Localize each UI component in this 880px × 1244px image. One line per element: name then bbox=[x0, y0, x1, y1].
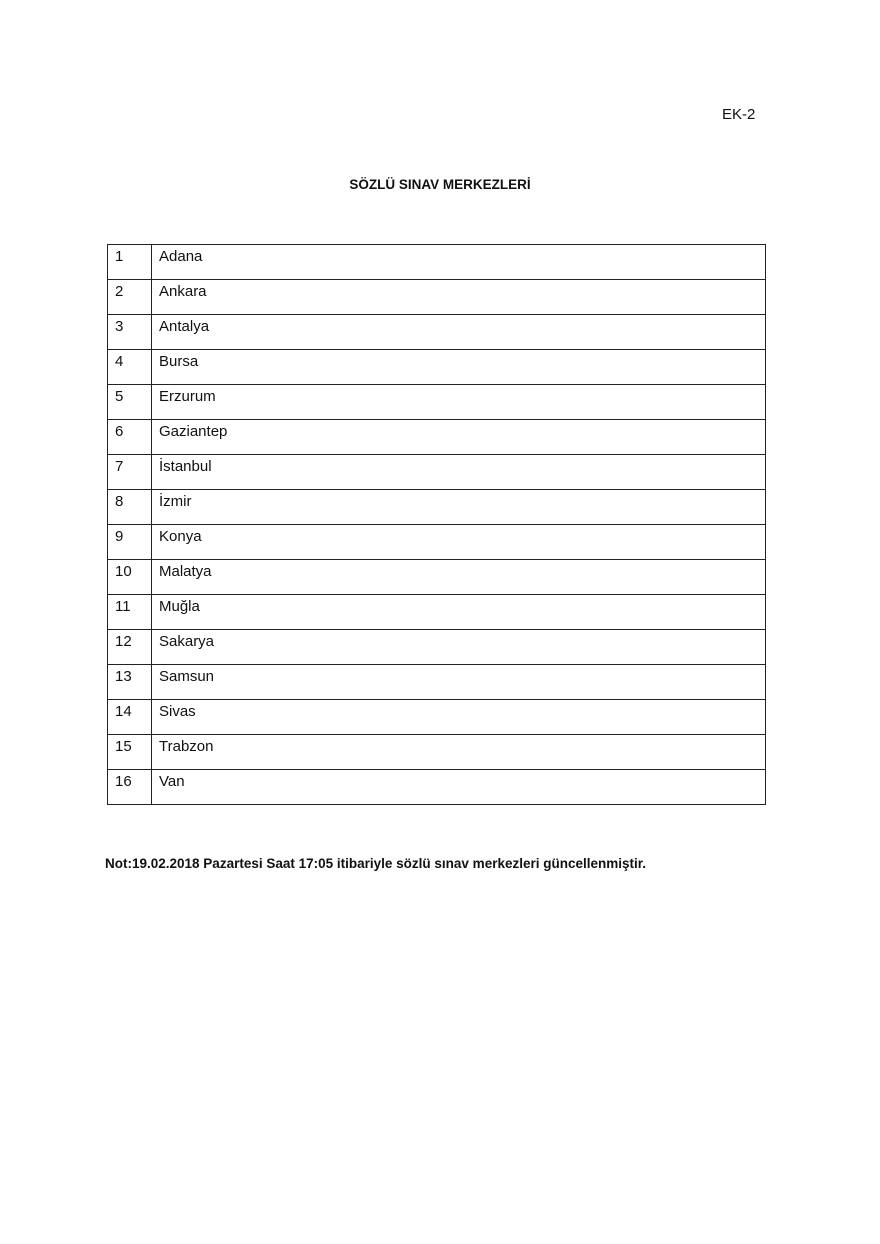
city-name-cell: Samsun bbox=[152, 665, 766, 700]
row-number-cell: 4 bbox=[108, 350, 152, 385]
table-row bbox=[108, 630, 766, 665]
city-name-cell: Sivas bbox=[152, 700, 766, 735]
row-number-cell: 13 bbox=[108, 665, 152, 700]
row-number-cell: 3 bbox=[108, 315, 152, 350]
city-name-cell: Adana bbox=[152, 245, 766, 280]
table-row bbox=[108, 560, 766, 595]
document-title: SÖZLÜ SINAV MERKEZLERİ bbox=[349, 177, 531, 192]
row-number-cell: 7 bbox=[108, 455, 152, 490]
row-number-cell: 5 bbox=[108, 385, 152, 420]
city-name-cell: Erzurum bbox=[152, 385, 766, 420]
table-row bbox=[108, 770, 766, 805]
row-number-cell: 10 bbox=[108, 560, 152, 595]
city-name-cell: Muğla bbox=[152, 595, 766, 630]
table-row bbox=[108, 490, 766, 525]
exam-centers-table-body bbox=[108, 245, 766, 805]
table-row bbox=[108, 700, 766, 735]
table-row bbox=[108, 595, 766, 630]
city-name-cell: Trabzon bbox=[152, 735, 766, 770]
table-row bbox=[108, 315, 766, 350]
exam-centers-table bbox=[107, 244, 766, 805]
row-number-cell: 9 bbox=[108, 525, 152, 560]
table-row bbox=[108, 525, 766, 560]
table-row bbox=[108, 350, 766, 385]
row-number-cell: 11 bbox=[108, 595, 152, 630]
row-number-cell: 15 bbox=[108, 735, 152, 770]
row-number-cell: 6 bbox=[108, 420, 152, 455]
city-name-cell: Malatya bbox=[152, 560, 766, 595]
table-row bbox=[108, 735, 766, 770]
table-row bbox=[108, 280, 766, 315]
table-row bbox=[108, 420, 766, 455]
city-name-cell: Konya bbox=[152, 525, 766, 560]
row-number-cell: 2 bbox=[108, 280, 152, 315]
row-number-cell: 14 bbox=[108, 700, 152, 735]
table-row bbox=[108, 245, 766, 280]
row-number-cell: 12 bbox=[108, 630, 152, 665]
city-name-cell: Gaziantep bbox=[152, 420, 766, 455]
update-note: Not:19.02.2018 Pazartesi Saat 17:05 itibariyle sözlü sınav merkezleri güncellenmiştir. bbox=[105, 856, 647, 871]
city-name-cell: Bursa bbox=[152, 350, 766, 385]
row-number-cell: 8 bbox=[108, 490, 152, 525]
table-row bbox=[108, 385, 766, 420]
row-number-cell: 16 bbox=[108, 770, 152, 805]
annex-label: EK-2 bbox=[722, 106, 756, 123]
city-name-cell: İzmir bbox=[152, 490, 766, 525]
city-name-cell: Ankara bbox=[152, 280, 766, 315]
row-number-cell: 1 bbox=[108, 245, 152, 280]
city-name-cell: Antalya bbox=[152, 315, 766, 350]
city-name-cell: İstanbul bbox=[152, 455, 766, 490]
table-row bbox=[108, 665, 766, 700]
city-name-cell: Sakarya bbox=[152, 630, 766, 665]
city-name-cell: Van bbox=[152, 770, 766, 805]
table-row bbox=[108, 455, 766, 490]
